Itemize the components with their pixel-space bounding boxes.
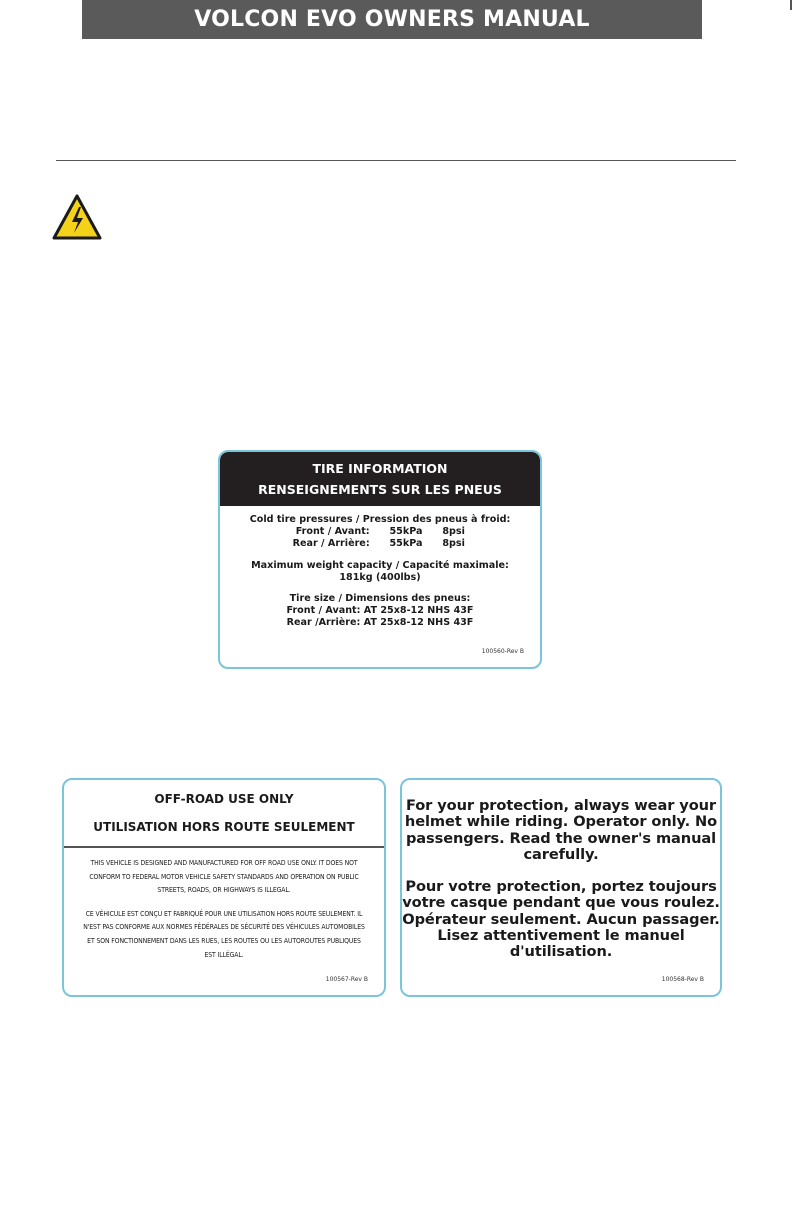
pressure-rear-psi: 8psi (442, 538, 465, 550)
size-front-label: Front / Avant: (286, 605, 361, 617)
tire-label-title-fr: RENSEIGNEMENTS SUR LES PNEUS (258, 482, 502, 497)
helmet-warning-label (400, 778, 722, 997)
pressure-front-row (220, 526, 540, 538)
section-divider (56, 160, 736, 161)
pressure-rear-row (220, 538, 540, 550)
off-road-title-fr: UTILISATION HORS ROUTE SEULEMENT (93, 820, 355, 834)
tire-label-part-number: 100560-Rev B (481, 648, 524, 655)
size-front-code: NHS 43F (427, 605, 474, 617)
size-rear-code: NHS 43F (427, 617, 474, 629)
helmet-label-part-number: 100568-Rev B (661, 976, 704, 983)
off-road-title-en: OFF-ROAD USE ONLY (154, 792, 294, 806)
off-road-body (77, 848, 371, 961)
helmet-warning-body (402, 780, 720, 961)
size-front-row (220, 605, 540, 617)
size-heading: Tire size / Dimensions des pneus: (289, 593, 471, 605)
tire-label-header (220, 452, 540, 506)
pressure-rear-label: Rear / Arrière: (292, 538, 370, 550)
off-road-label-part-number: 100567-Rev B (325, 976, 368, 983)
pressure-heading: Cold tire pressures / Pression des pneus à froid: (249, 514, 511, 525)
tire-label-body (220, 506, 540, 630)
helmet-warning-en: For your protection, always wear your helmet while riding. Operator only. No passengers. Read the owner's manual carefully. (404, 797, 718, 863)
weight-value: 181kg (400lbs) (339, 571, 421, 583)
pressure-front-kpa: 55kPa (389, 526, 423, 538)
electrical-hazard-warning-icon (52, 194, 102, 240)
page-header (82, 0, 702, 39)
off-road-text-fr: CE VÉHICULE EST CONÇU ET FABRIQUÉ POUR UNE UTILISATION HORS ROUTE SEULEMENT. IL N'EST PAS CONFORME AUX NORMES FÉDÉRALES DE SÉCURITÉ DES VÉHICULES AUTOMOBILES ET SON FONCTIONNEMENT DANS LES RUES, LES ROUTES OU LES AUTOROUTES PUBLIQUES EST ILLÉGAL. (83, 908, 365, 959)
size-rear-value: AT 25x8-12 (363, 617, 424, 629)
tire-size-group (220, 593, 540, 630)
tire-label-title-en: TIRE INFORMATION (312, 461, 448, 476)
size-front-value: AT 25x8-12 (363, 605, 424, 617)
pressure-front-label: Front / Avant: (295, 526, 370, 538)
tire-pressure-group (220, 514, 540, 551)
off-road-use-label (62, 778, 386, 997)
size-rear-row (220, 617, 540, 629)
size-rear-label: Rear /Arrière: (286, 617, 361, 629)
pressure-front-psi: 8psi (442, 526, 465, 538)
manual-title: VOLCON EVO OWNERS MANUAL (194, 7, 590, 32)
helmet-warning-fr: Pour votre protection, portez toujours votre casque pendant que vous roulez. Opérateur seulement. Aucun passager. Lisez attentivement le manuel d'utilisation. (402, 878, 720, 961)
off-road-text-en: THIS VEHICLE IS DESIGNED AND MANUFACTURED FOR OFF ROAD USE ONLY. IT DOES NOT CONFORM TO FEDERAL MOTOR VEHICLE SAFETY STANDARDS AND OPERATION ON PUBLIC STREETS, ROADS, OR HIGHWAYS IS ILLEGAL. (89, 858, 359, 895)
pressure-rear-kpa: 55kPa (389, 538, 423, 550)
weight-capacity-group (220, 560, 540, 584)
weight-heading: Maximum weight capacity / Capacité maximale: (251, 559, 509, 571)
tire-information-label (218, 450, 542, 669)
